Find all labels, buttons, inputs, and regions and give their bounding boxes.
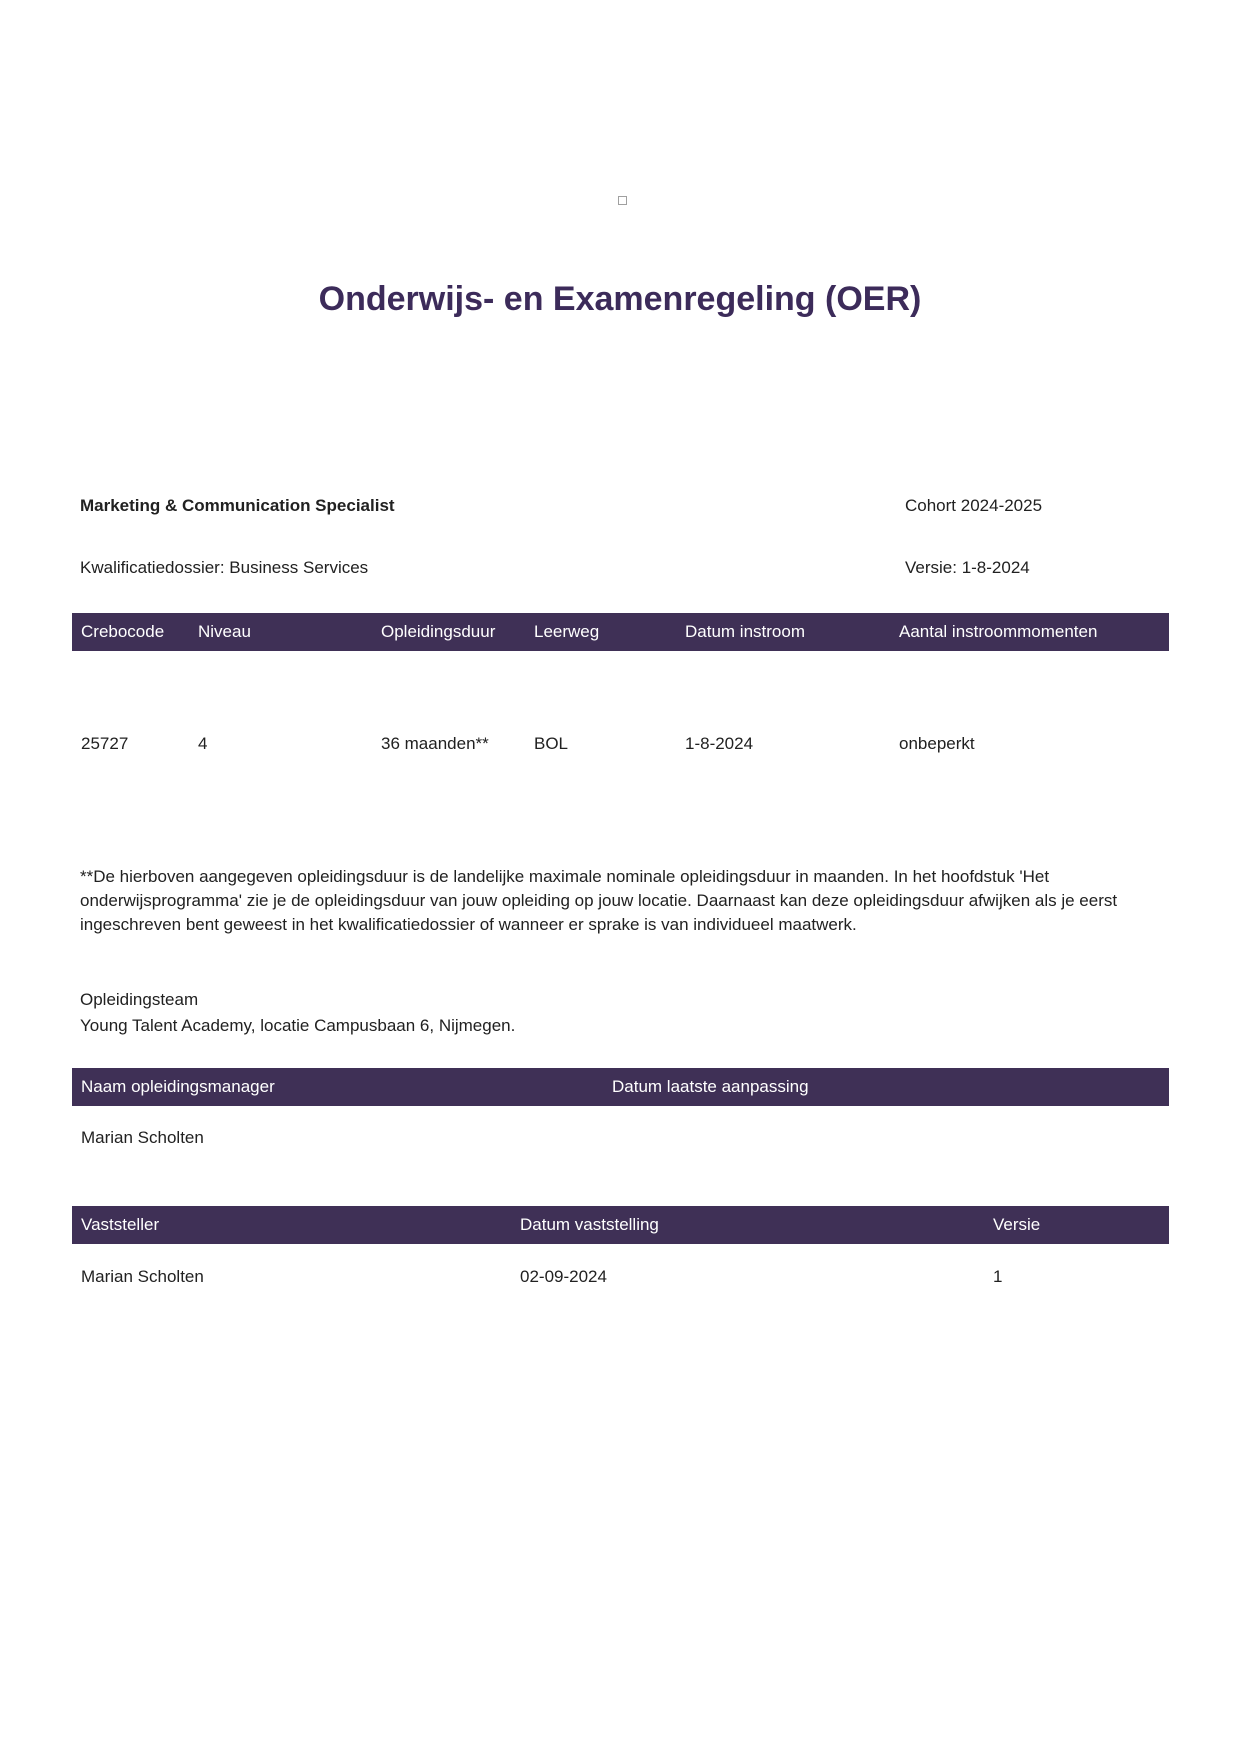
header-naam-opleidingsmanager: Naam opleidingsmanager (81, 1077, 275, 1096)
manager-table (72, 1068, 1169, 1150)
cell-datum-vaststelling: 02-09-2024 (520, 1267, 607, 1286)
opleidingsteam-block (80, 987, 1170, 1039)
program-table-header (72, 613, 1169, 651)
missing-image-placeholder-icon (618, 196, 627, 205)
approval-table-header (72, 1206, 1169, 1244)
approval-table-row (72, 1244, 1169, 1289)
cell-datum-laatste-aanpassing (603, 1126, 1169, 1150)
cell-naam-opleidingsmanager: Marian Scholten (81, 1128, 204, 1147)
header-niveau: Niveau (198, 622, 251, 641)
header-opleidingsduur: Opleidingsduur (381, 622, 496, 641)
header-datum-laatste-aanpassing: Datum laatste aanpassing (612, 1077, 809, 1096)
cell-vaststeller: Marian Scholten (81, 1267, 204, 1286)
cell-niveau: 4 (198, 734, 208, 753)
cell-opleidingsduur: 36 maanden** (381, 734, 489, 753)
header-aantal-instroommomenten: Aantal instroommomenten (899, 622, 1098, 641)
cell-aantal-instroommomenten: onbeperkt (899, 734, 975, 753)
header-vaststeller: Vaststeller (81, 1215, 160, 1234)
cell-crebocode: 25727 (81, 734, 129, 753)
header-versie: Versie (993, 1215, 1041, 1234)
opleidingsteam-label: Opleidingsteam (80, 990, 199, 1009)
program-meta-row (80, 494, 1170, 518)
opleidingsteam-location: Young Talent Academy, locatie Campusbaan 6, Nijmegen. (80, 1016, 516, 1035)
qualification-dossier: Kwalificatiedossier: Business Services (80, 558, 369, 577)
opleidingsduur-footnote: **De hierboven aangegeven opleidingsduur is de landelijke maximale nominale opleidingsduur in maanden. In het hoofdstuk 'Het onderwijsprogramma' zie je de opleidingsduur van jouw opleiding op jouw locatie. Daarnaast kan deze opleidingsduur afwijken als je eerst ingeschreven bent geweest in het kwalificatiedossier of wanneer er sprake is van individueel maatwerk. (80, 867, 1118, 934)
header-crebocode: Crebocode (81, 622, 165, 641)
program-table-row (72, 651, 1169, 756)
cell-datum-instroom: 1-8-2024 (685, 734, 754, 753)
header-leerweg: Leerweg (534, 622, 600, 641)
version-label: Versie: 1-8-2024 (905, 558, 1030, 577)
header-datum-vaststelling: Datum vaststelling (520, 1215, 659, 1234)
manager-table-row (72, 1106, 1169, 1150)
manager-table-header (72, 1068, 1169, 1106)
qualification-meta-row (80, 556, 1170, 580)
program-name: Marketing & Communication Specialist (80, 496, 395, 515)
program-info-table (72, 613, 1169, 756)
cohort-label: Cohort 2024-2025 (905, 496, 1043, 515)
approval-table (72, 1206, 1169, 1289)
cell-leerweg: BOL (534, 734, 569, 753)
cell-versie: 1 (993, 1267, 1003, 1286)
header-datum-instroom: Datum instroom (685, 622, 805, 641)
page-title: Onderwijs- en Examenregeling (OER) (318, 279, 922, 318)
